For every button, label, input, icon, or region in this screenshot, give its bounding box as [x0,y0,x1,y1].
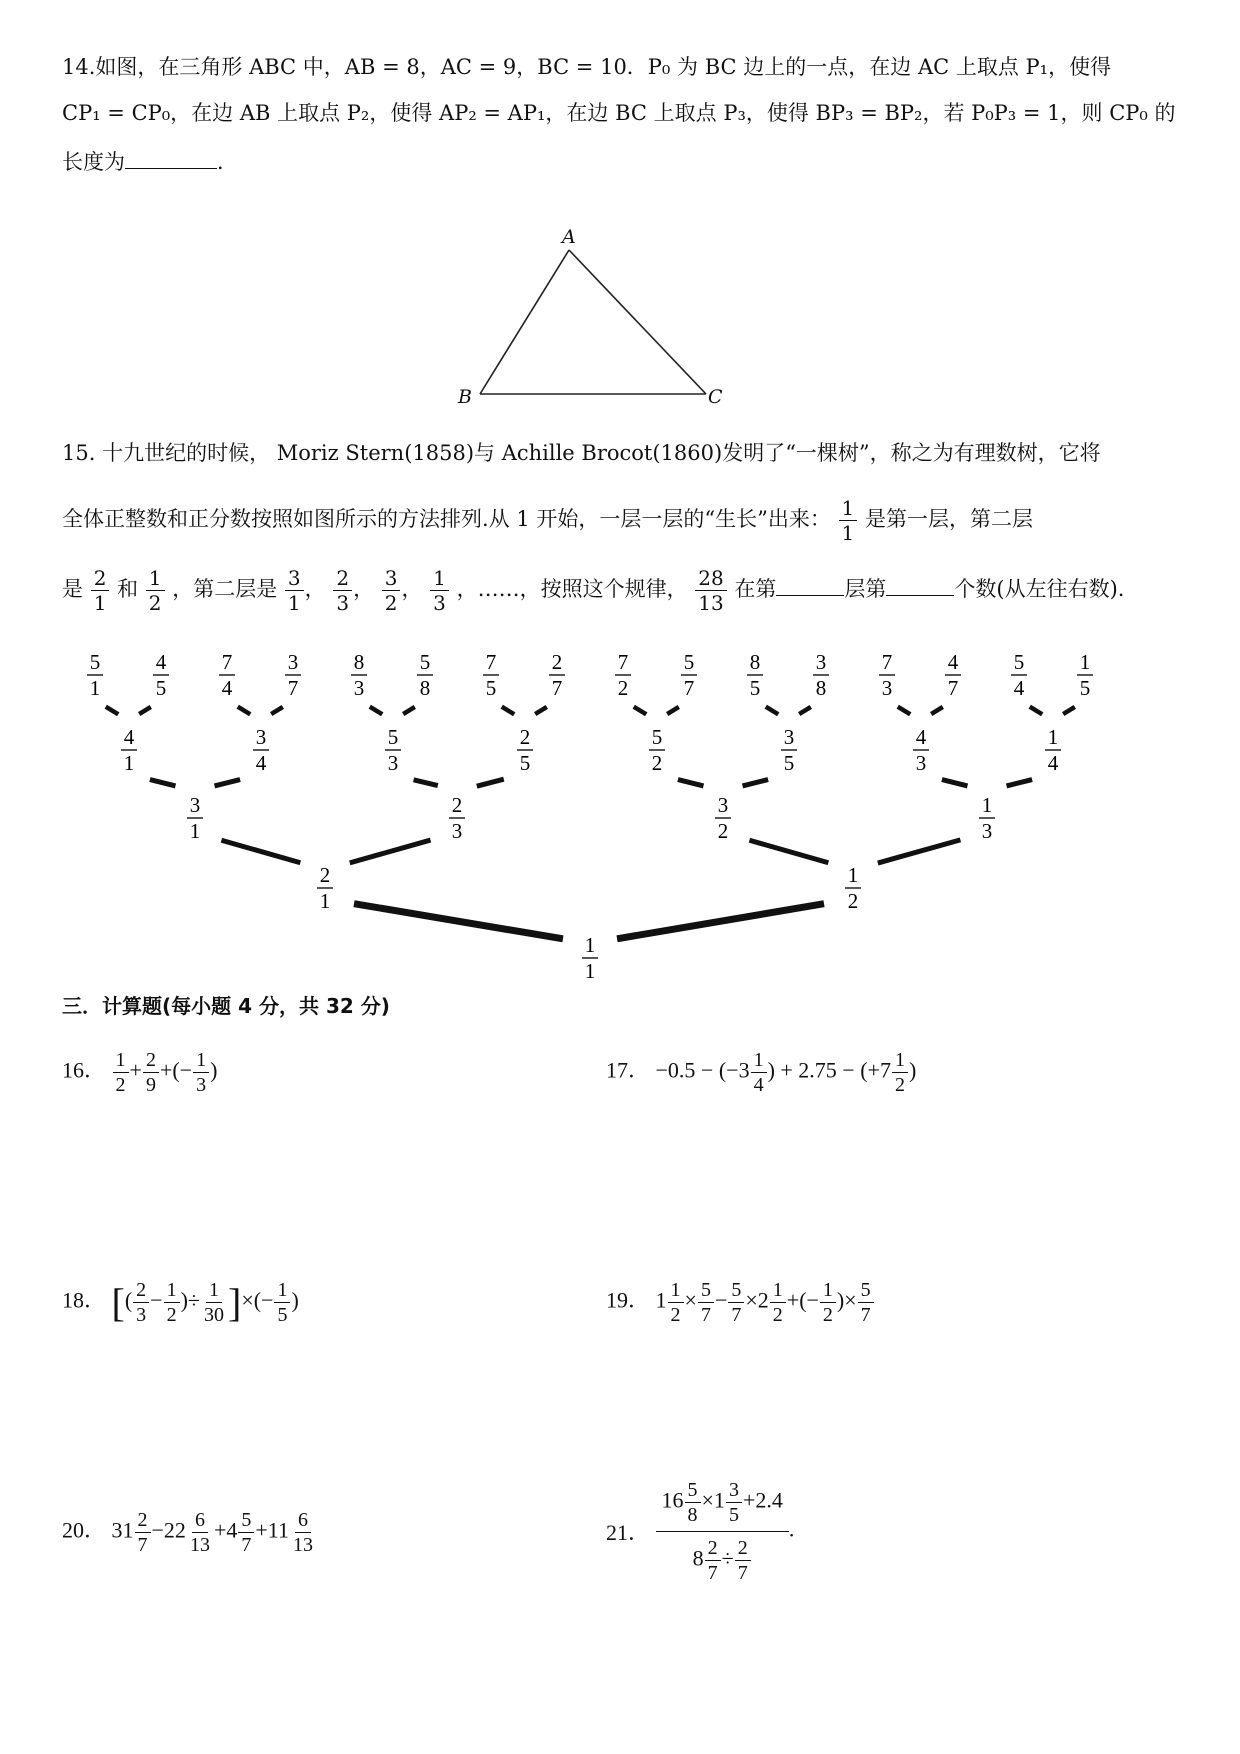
problem-21-number: 21． [606,1520,651,1545]
tree-node-l3-2-denominator: 3 [451,819,463,843]
tree-node-l4-6-denominator: 5 [783,751,795,775]
tree-node-l1-1-numerator: 1 [584,933,596,957]
q14-length-label: 长度为 [62,150,125,174]
tree-node-l4-1-numerator: 4 [123,725,135,749]
tree-node-l4-1 [121,725,137,775]
fraction-1-1: $\frac{1}{1}$ [839,496,858,545]
problem-20: 20． 31 $\frac{2}{7}$ −22 $\frac{6}{13}$ +4 $\frac{5}{7}$ +11 $\frac{6}{13}$ [62,1509,313,1556]
problem-16: 16． $\frac{1}{2}$ + $\frac{2}{9}$ +(− $\frac{1}{3}$ ) [62,1049,218,1096]
tree-edge-l4-6-2 [799,707,811,714]
vertex-label-b: B [458,386,472,408]
problem-20-number: 20． [62,1517,107,1543]
tree-edge-l4-7-2 [931,707,943,714]
tree-node-l4-8-denominator: 4 [1047,751,1059,775]
tree-node-l5-9-denominator: 2 [617,676,629,700]
tree-node-l3-4-numerator: 1 [981,793,993,817]
tree-node-l5-4-numerator: 3 [287,650,299,674]
fraction-1-3: $\frac{1}{3}$ [430,566,449,615]
tree-node-l5-4 [285,650,301,700]
tree-edge-l3-1-2 [215,780,241,786]
tree-node-l5-3 [219,650,235,700]
tree-edge-l4-8-1 [1030,707,1043,715]
fraction-1-2: $\frac{1}{2}$ [146,566,165,615]
tree-node-l5-6-denominator: 8 [419,676,431,700]
tree-edge-l4-6-1 [766,707,779,715]
tree-node-l4-7-numerator: 4 [915,725,927,749]
section-3-title: 三．计算题(每小题 4 分，共 32 分) [62,994,390,1018]
tree-edge-l2-1-1 [221,840,300,863]
tree-node-l4-3 [385,725,401,775]
tree-edge-l3-4-1 [942,780,968,786]
tree-node-l5-14 [945,650,961,700]
tree-edge-l2-1-2 [350,840,431,863]
fraction-3-1: $\frac{3}{1}$ [285,566,304,615]
problem-17-number: 17． [606,1057,651,1083]
tree-node-l4-5-numerator: 5 [651,725,663,749]
tree-edge-l4-5-2 [667,707,679,714]
q15-layer-text: 层第 [844,577,887,601]
fraction-3-2: $\frac{3}{2}$ [382,566,401,615]
q15-line-2-text: 全体正整数和正分数按照如图所示的方法排列.从 1 开始，一层一层的“生长”出来： [62,507,831,531]
fraction-2-3: $\frac{2}{3}$ [333,566,352,615]
tree-node-l5-6 [417,650,433,700]
tree-node-l1-1-denominator: 1 [584,959,596,983]
tree-node-l5-1-denominator: 1 [89,676,101,700]
tree-node-l5-16-denominator: 5 [1079,676,1091,700]
tree-node-l5-16 [1077,650,1093,700]
q14-line-2: CP₁ = CP₀，在边 AB 上取点 P₂，使得 AP₂ = AP₁，在边 BC 上取点 P₃，使得 BP₃ = BP₂，若 P₀P₃ = 1，则 CP₀ 的 [62,101,1176,125]
q15-rule-text: ，……，按照这个规律， [456,577,688,601]
tree-node-l5-12-numerator: 3 [815,650,827,674]
tree-node-l2-1-numerator: 2 [319,863,331,887]
tree-node-l4-5-denominator: 2 [651,751,663,775]
tree-node-l4-4-numerator: 2 [519,725,531,749]
tree-node-l4-6-numerator: 3 [783,725,795,749]
tree-node-l2-2-numerator: 1 [847,863,859,887]
tree-node-l5-16-numerator: 1 [1079,650,1091,674]
tree-edge-l3-3-1 [678,780,704,786]
tree-node-l5-13 [879,650,895,700]
q15-he: 和 [117,577,139,601]
tree-node-l5-12 [813,650,829,700]
tree-node-l2-1-denominator: 1 [319,889,331,913]
tree-node-l5-3-denominator: 4 [221,676,233,700]
tree-edge-l4-4-2 [535,707,547,714]
tree-edge-l4-1-1 [106,707,119,715]
tree-node-l5-14-numerator: 4 [947,650,959,674]
q15-line-3: 是 $\frac{2}{1}$ 和 $\frac{1}{2}$ ，第二层是 $\frac{3}{1}$ ， $\frac{2}{3}$ ， $\frac{3}{2}$ ， $\frac{1}{3}$ ，……，按照这个规律， $\frac{28}{13}$ 在第 层第 个数(从左往右数). [62,566,1125,615]
tree-node-l4-8 [1045,725,1061,775]
tree-node-l2-1 [317,863,333,913]
problem-19: 19． 1 $\frac{1}{2}$ × $\frac{5}{7}$ − $\frac{5}{7}$ ×2 $\frac{1}{2}$ +(− $\frac{1}{2}$ )× $\frac{5}{7}$ [606,1278,875,1327]
tree-node-l5-14-denominator: 7 [947,676,959,700]
problem-21: 21． 16 $\frac{5}{8}$ ×1 $\frac{3}{5}$ +2.4 8 $\frac{2}{7}$ ÷ $\frac{2}{7}$ . [606,1479,795,1584]
problem-18: 18． [( $\frac{2}{3}$ − $\frac{1}{2}$ )÷ $\frac{1}{30}$ ]×(− $\frac{1}{5}$ ) [62,1279,299,1326]
tree-node-l3-1 [187,793,203,843]
tree-node-l3-1-numerator: 3 [189,793,201,817]
tree-edge-l2-2-1 [749,840,828,863]
tree-node-l3-4 [979,793,995,843]
q14-line-1: 14.如图，在三角形 ABC 中，AB = 8，AC = 9，BC = 10．P₀ 为 BC 边上的一点，在边 AC 上取点 P₁，使得 [62,55,1112,79]
tree-edge-l4-4-1 [502,707,515,715]
tree-node-l5-2-denominator: 5 [155,676,167,700]
tree-node-l5-13-denominator: 3 [881,676,893,700]
tree-edge-l4-8-2 [1063,707,1075,714]
tree-node-l4-3-numerator: 5 [387,725,399,749]
tree-node-l4-1-denominator: 1 [123,751,135,775]
tree-node-l5-1-numerator: 5 [89,650,101,674]
tree-edge-l3-2-1 [414,780,438,786]
tree-node-l5-5-numerator: 8 [353,650,365,674]
tree-edge-l4-3-1 [370,707,383,715]
tree-node-l5-8-numerator: 2 [551,650,563,674]
tree-edge-l4-2-2 [271,707,283,714]
tree-node-l5-15 [1011,650,1027,700]
tree-node-l3-3 [715,793,731,843]
tree-node-l2-2 [845,863,861,913]
tree-node-l3-2 [449,793,465,843]
fraction-2-1: $\frac{2}{1}$ [91,566,110,615]
tree-node-l3-3-numerator: 3 [717,793,729,817]
tree-node-l5-15-numerator: 5 [1013,650,1025,674]
tree-node-l4-7 [913,725,929,775]
tree-edge-l4-5-1 [634,707,647,715]
tree-node-l5-9-numerator: 7 [617,650,629,674]
tree-node-l4-2 [253,725,269,775]
tree-node-l5-7-denominator: 5 [485,676,497,700]
tree-edge-l3-3-2 [743,780,769,786]
q15-shi: 是 [62,577,83,601]
tree-node-l5-5 [351,650,367,700]
tree-edge-l1-1-2 [617,904,824,939]
tree-node-l2-2-denominator: 2 [847,889,859,913]
tree-node-l5-12-denominator: 8 [815,676,827,700]
vertex-label-a: A [562,226,576,248]
tree-node-l3-2-numerator: 2 [451,793,463,817]
tree-node-l3-1-denominator: 1 [189,819,201,843]
tree-node-l1-1 [582,933,598,983]
fraction-28-13: $\frac{28}{13}$ [695,566,726,615]
q15-at-level: 在第 [734,577,777,601]
tree-node-l4-3-denominator: 3 [387,751,399,775]
tree-node-l5-10 [681,650,697,700]
tree-node-l5-9 [615,650,631,700]
q15-line-2-tail: 是第一层，第二层 [864,507,1033,531]
tree-edge-l4-3-2 [403,707,415,714]
tree-node-l5-7-numerator: 7 [485,650,497,674]
tree-node-l5-2 [153,650,169,700]
tree-node-l4-2-numerator: 3 [255,725,267,749]
tree-node-l5-11-numerator: 8 [749,650,761,674]
problem-19-number: 19． [606,1287,651,1313]
tree-node-l5-3-numerator: 7 [221,650,233,674]
tree-edge-l3-2-2 [477,779,504,786]
q15-line-1: 15. 十九世纪的时候， Moriz Stern(1858)与 Achille Brocot(1860)发明了“一棵树”，称之为有理数树，它将 [62,441,1101,465]
tree-node-l5-15-denominator: 4 [1013,676,1025,700]
tree-node-l5-11 [747,650,763,700]
tree-node-l5-13-numerator: 7 [881,650,893,674]
tree-edge-l4-1-2 [139,707,151,714]
tree-edge-l2-2-2 [878,840,961,863]
tree-node-l5-4-denominator: 7 [287,676,299,700]
tree-edge-l3-1-1 [150,780,176,786]
vertex-label-c: C [708,386,723,408]
q14-period: ． [217,150,238,174]
tree-node-l4-4-denominator: 5 [519,751,531,775]
q15-tail: 个数(从左往右数). [954,577,1125,601]
tree-node-l5-8-denominator: 7 [551,676,563,700]
tree-node-l4-2-denominator: 4 [255,751,267,775]
tree-node-l3-3-denominator: 2 [717,819,729,843]
tree-node-l4-8-numerator: 1 [1047,725,1059,749]
tree-edge-l4-7-1 [898,707,911,715]
problem-17: 17． −0.5 − (−3 $\frac{1}{4}$ ) + 2.75 − (+7 $\frac{1}{2}$ ) [606,1049,917,1096]
tree-node-l5-10-denominator: 7 [683,676,695,700]
tree-edge-l3-4-2 [1007,780,1033,786]
tree-edge-l4-2-1 [238,707,251,715]
tree-edge-l1-1-1 [354,904,563,939]
tree-node-l5-7 [483,650,499,700]
tree-node-l4-5 [649,725,665,775]
problem-18-number: 18． [62,1287,107,1313]
tree-node-l5-11-denominator: 5 [749,676,761,700]
tree-node-l5-2-numerator: 4 [155,650,167,674]
tree-node-l5-6-numerator: 5 [419,650,431,674]
q15-third-layer: ，第二层是 [172,577,278,601]
tree-node-l4-4 [517,725,533,775]
tree-node-l5-10-numerator: 5 [683,650,695,674]
tree-node-l3-4-denominator: 3 [981,819,993,843]
tree-node-l4-6 [781,725,797,775]
tree-node-l5-5-denominator: 3 [353,676,365,700]
problem-16-number: 16． [62,1057,107,1083]
tree-node-l4-7-denominator: 3 [915,751,927,775]
tree-node-l5-8 [549,650,565,700]
tree-node-l5-1 [87,650,103,700]
